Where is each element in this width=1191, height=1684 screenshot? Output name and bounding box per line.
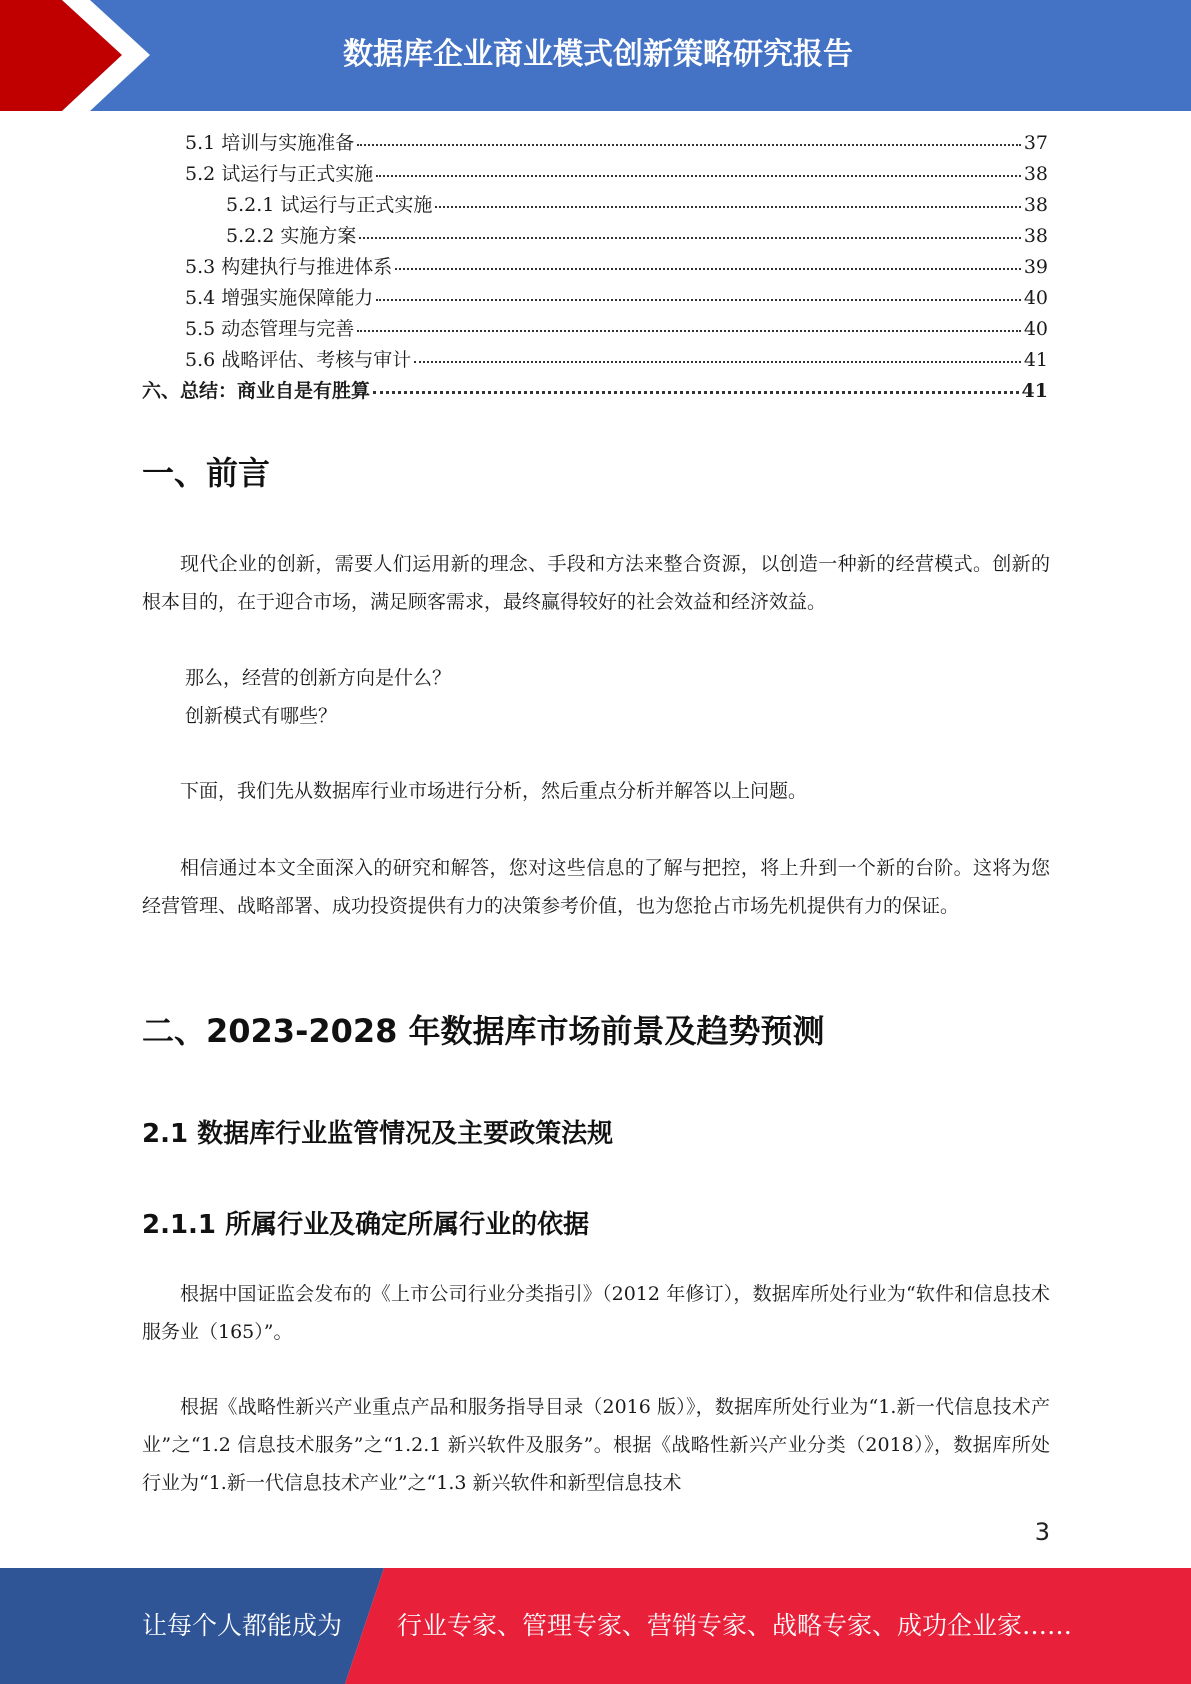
toc-entry[interactable]: [142, 283, 1048, 314]
section-heading-forecast: 二、2023-2028 年数据库市场前景及趋势预测: [142, 1012, 825, 1050]
toc-entry-label: 5.5 动态管理与完善: [185, 318, 355, 340]
paragraph: 根据中国证监会发布的《上市公司行业分类指引》（2012 年修订），数据库所处行业为“软件和信息技术服务业（165）”。: [142, 1283, 1050, 1343]
toc-entry-page: 38: [1023, 194, 1048, 216]
section-heading-preface: 一、前言: [142, 454, 271, 492]
toc-entry[interactable]: [142, 252, 1048, 283]
toc-entry-page: 39: [1023, 256, 1048, 278]
report-title: 数据库企业商业模式创新策略研究报告: [343, 37, 853, 72]
toc-leader-dots: [435, 206, 1020, 208]
footer-banner: [0, 1568, 1191, 1684]
toc-leader-dots: [373, 391, 1019, 394]
paragraph: 现代企业的创新，需要人们运用新的理念、手段和方法来整合资源，以创造一种新的经营模式。创新的根本目的，在于迎合市场，满足顾客需求，最终赢得较好的社会效益和经济效益。: [142, 553, 1050, 613]
toc-entry-label: 5.3 构建执行与推进体系: [185, 256, 393, 278]
toc-entry-label: 5.2.2 实施方案: [226, 225, 357, 247]
footer-slogan-right: 行业专家、管理专家、营销专家、战略专家、成功企业家……: [397, 1611, 1073, 1640]
toc-entry[interactable]: [142, 159, 1048, 190]
toc-entry[interactable]: [142, 314, 1048, 345]
paragraph-question: 创新模式有哪些？: [185, 705, 338, 727]
toc-entry[interactable]: [142, 128, 1048, 159]
table-of-contents: [142, 128, 1048, 407]
paragraph-question: 那么，经营的创新方向是什么？: [185, 667, 452, 689]
toc-entry[interactable]: [142, 190, 1048, 221]
toc-entry-page: 41: [1023, 349, 1048, 371]
header-banner: [0, 0, 1191, 111]
toc-entry-page: 38: [1023, 163, 1048, 185]
toc-entry-chapter[interactable]: [142, 376, 1048, 407]
toc-entry-page: 41: [1021, 380, 1048, 402]
page-number: 3: [1034, 1518, 1050, 1546]
toc-entry-label: 5.6 战略评估、考核与审计: [185, 349, 412, 371]
subsection-heading: 2.1 数据库行业监管情况及主要政策法规: [142, 1119, 614, 1149]
paragraph: 下面，我们先从数据库行业市场进行分析，然后重点分析并解答以上问题。: [180, 780, 808, 802]
toc-leader-dots: [357, 144, 1021, 146]
toc-entry-page: 40: [1023, 318, 1048, 340]
toc-entry[interactable]: [142, 221, 1048, 252]
toc-leader-dots: [376, 299, 1021, 301]
toc-leader-dots: [414, 361, 1021, 363]
toc-entry-label: 5.1 培训与实施准备: [185, 132, 355, 154]
toc-entry[interactable]: [142, 345, 1048, 376]
toc-leader-dots: [359, 237, 1020, 239]
toc-entry-page: 37: [1023, 132, 1048, 154]
paragraph: 相信通过本文全面深入的研究和解答，您对这些信息的了解与把控，将上升到一个新的台阶。这将为您经营管理、战略部署、成功投资提供有力的决策参考价值，也为您抢占市场先机提供有力的保证。: [142, 857, 1050, 917]
toc-entry-label: 5.2.1 试运行与正式实施: [226, 194, 433, 216]
subsubsection-heading: 2.1.1 所属行业及确定所属行业的依据: [142, 1210, 590, 1240]
toc-entry-label: 5.4 增强实施保障能力: [185, 287, 374, 309]
toc-leader-dots: [395, 268, 1021, 270]
toc-entry-label: 六、总结：商业自是有胜算: [142, 380, 371, 402]
toc-leader-dots: [357, 330, 1021, 332]
toc-entry-page: 38: [1023, 225, 1048, 247]
paragraph: 根据《战略性新兴产业重点产品和服务指导目录（2016 版）》，数据库所处行业为“1.新一代信息技术产业”之“1.2 信息技术服务”之“1.2.1 新兴软件及服务”。根据《战略性新兴产业分类（2018）》，数据库所处行业为“1.新一代信息技术产业”之“1.3 新兴软件和新型信息技术: [142, 1396, 1050, 1494]
footer-slogan-left: 让每个人都能成为: [142, 1611, 343, 1640]
toc-leader-dots: [376, 175, 1021, 177]
toc-entry-label: 5.2 试运行与正式实施: [185, 163, 374, 185]
toc-entry-page: 40: [1023, 287, 1048, 309]
